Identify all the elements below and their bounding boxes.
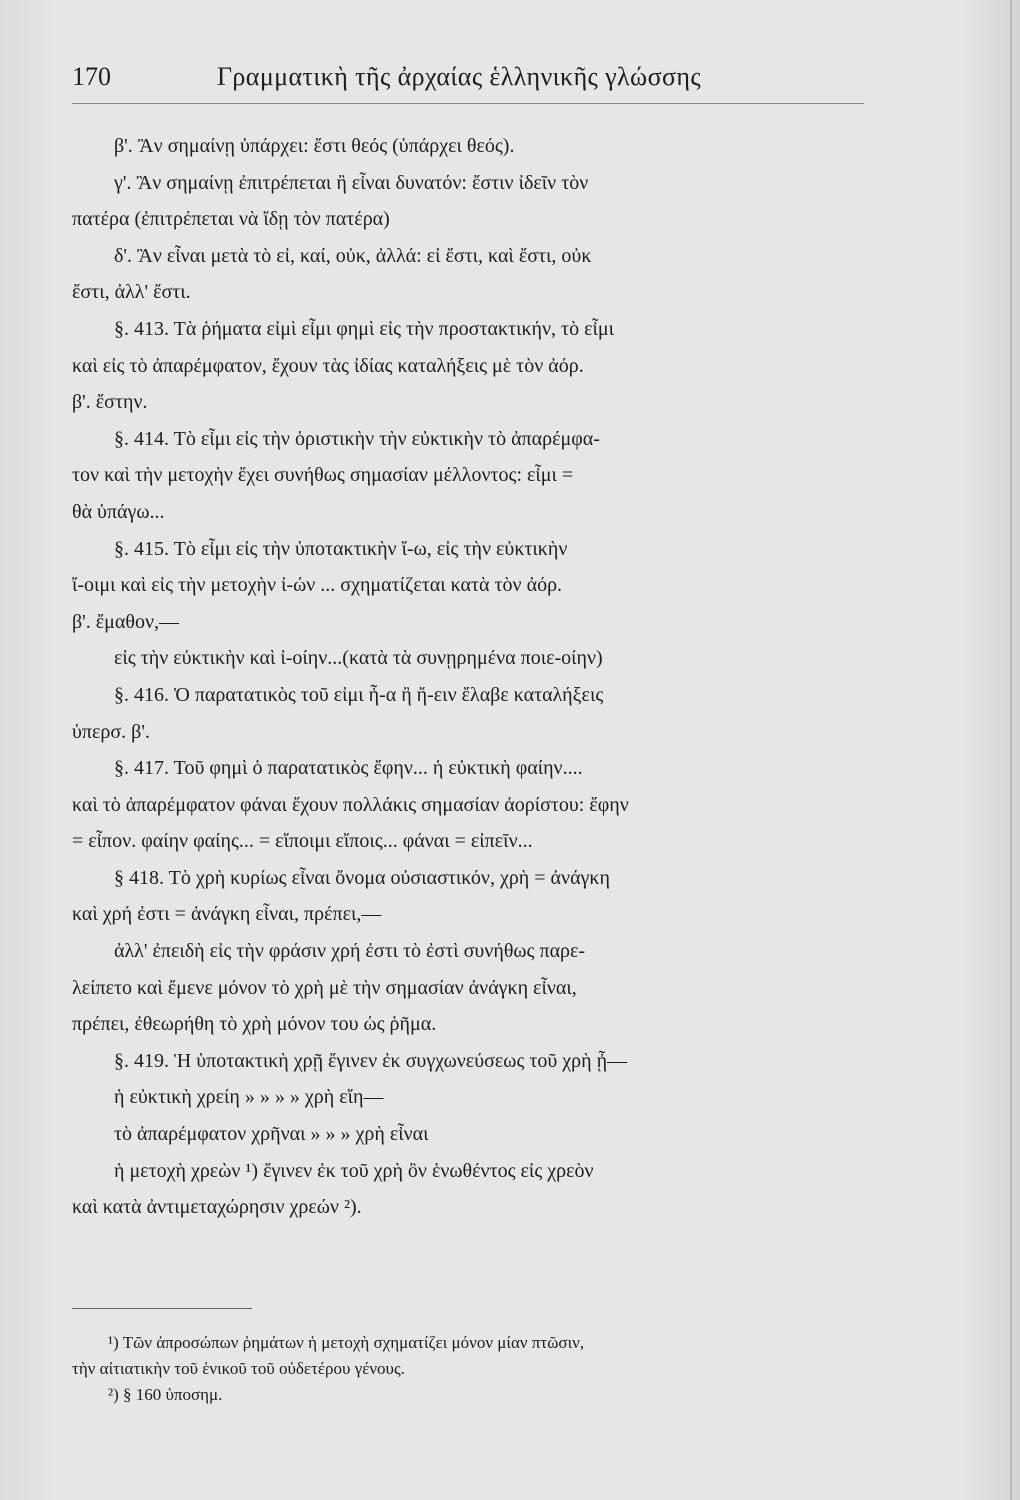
text-line: εἰς τὴν εὐκτικὴν καὶ ἰ-οίην...(κατὰ τὰ συνῃρημένα ποιε-οίην) <box>114 647 603 670</box>
page-number: 170 <box>72 62 111 91</box>
text-line: = εἶπον. φαίην φαίης... = εἴποιμι εἴποις... φάναι = εἰπεῖν... <box>72 830 533 853</box>
text-line: θὰ ὑπάγω... <box>72 500 165 523</box>
text-line: καὶ τὸ ἀπαρέμφατον φάναι ἔχουν πολλάκις σημασίαν ἀορίστου: ἔφην <box>72 793 629 816</box>
text-line: ἔστι, ἀλλ' ἔστι. <box>72 281 191 304</box>
page-edge <box>1010 0 1012 1500</box>
text-line: β'. Ἂν σημαίνῃ ὑπάρχει: ἔστι θεός (ὑπάρχει θεός). <box>114 135 515 157</box>
page-header <box>72 62 872 98</box>
text-line: §. 416. Ὁ παρατατικὸς τοῦ εἰμι ἦ-α ἢ ἤ-ειν ἔλαβε καταλήξεις <box>114 683 604 706</box>
text-line: ἴ-οιμι καὶ εἰς τὴν μετοχὴν ἰ-ών ... σχηματίζεται κατὰ τὸν ἀόρ. <box>72 574 563 597</box>
footnote-line: ²) § 160 ὑποσημ. <box>108 1385 223 1404</box>
text-line: ἀλλ' ἐπειδὴ εἰς τὴν φράσιν χρή ἐστι τὸ ἐστὶ συνήθως παρε- <box>114 940 586 963</box>
text-line: ἡ μετοχὴ χρεὼν ¹) ἔγινεν ἐκ τοῦ χρὴ ὂν ἑνωθέντος εἰς χρεὸν <box>114 1159 594 1182</box>
text-line: λείπετο καὶ ἔμενε μόνον τὸ χρὴ μὲ τὴν σημασίαν ἀνάγκη εἶναι, <box>72 976 577 999</box>
text-line: ἡ εὐκτικὴ χρείη » » » » χρὴ εἴη— <box>114 1086 384 1109</box>
text-line: πατέρα (ἐπιτρέπεται νὰ ἴδῃ τὸν πατέρα) <box>72 208 390 231</box>
text-line: καὶ εἰς τὸ ἀπαρέμφατον, ἔχουν τὰς ἰδίας καταλήξεις μὲ τὸν ἀόρ. <box>72 354 584 377</box>
text-line: δ'. Ἂν εἶναι μετὰ τὸ εἰ, καί, οὐκ, ἀλλά: εἰ ἔστι, καὶ ἔστι, οὐκ <box>114 244 592 267</box>
footnote-line: τὴν αἰτιατικὴν τοῦ ἑνικοῦ τοῦ οὐδετέρου γένους. <box>72 1359 405 1378</box>
text-line: πρέπει, ἐθεωρήθη τὸ χρὴ μόνον του ὡς ῥῆμα. <box>72 1013 437 1036</box>
text-line: § 418. Τὸ χρὴ κυρίως εἶναι ὄνομα οὐσιαστικόν, χρὴ = ἀνάγκη <box>114 866 610 889</box>
text-line: καὶ κατὰ ἀντιμεταχώρησιν χρεών ²). <box>72 1196 362 1219</box>
footnote-line: ¹) Τῶν ἀπροσώπων ῥημάτων ἡ μετοχὴ σχηματίζει μόνον μίαν πτῶσιν, <box>108 1333 585 1352</box>
text-line: γ'. Ἂν σημαίνῃ ἐπιτρέπεται ἢ εἶναι δυνατόν: ἔστιν ἰδεῖν τὸν <box>114 171 589 194</box>
text-line: §. 417. Τοῦ φημὶ ὁ παρατατικὸς ἔφην... ἡ εὐκτικὴ φαίην.... <box>114 757 583 780</box>
header-rule <box>72 103 864 104</box>
text-line: καὶ χρή ἐστι = ἀνάγκη εἶναι, πρέπει,— <box>72 903 382 926</box>
text-line: §. 413. Τὰ ῥήματα εἰμὶ εἶμι φημὶ εἰς τὴν προστακτικήν, τὸ εἶμι <box>114 317 614 340</box>
text-line: β'. ἔμαθον,— <box>72 610 180 633</box>
text-line: ὑπερσ. β'. <box>72 720 150 743</box>
text-line: β'. ἔστην. <box>72 391 148 414</box>
text-line: τὸ ἀπαρέμφατον χρῆναι » » » χρὴ εἶναι <box>114 1123 429 1146</box>
text-line: τον καὶ τὴν μετοχὴν ἔχει συνήθως σημασίαν μέλλοντος: εἶμι = <box>72 464 574 487</box>
footnote-rule <box>72 1308 252 1309</box>
running-title: Γραμματικὴ τῆς ἀρχαίας ἑλληνικῆς γλώσσης <box>217 62 702 91</box>
text-line: §. 419. Ἡ ὑποτακτικὴ χρῇ ἔγινεν ἐκ συγχωνεύσεως τοῦ χρὴ ᾖ— <box>114 1049 628 1072</box>
footnotes <box>72 1330 872 1408</box>
body-text <box>72 128 872 1226</box>
text-line: §. 414. Τὸ εἶμι εἰς τὴν ὁριστικὴν τὴν εὐκτικὴν τὸ ἀπαρέμφα- <box>114 427 600 450</box>
text-line: §. 415. Τὸ εἶμι εἰς τὴν ὑποτακτικὴν ἴ-ω, εἰς τὴν εὐκτικὴν <box>114 537 568 560</box>
